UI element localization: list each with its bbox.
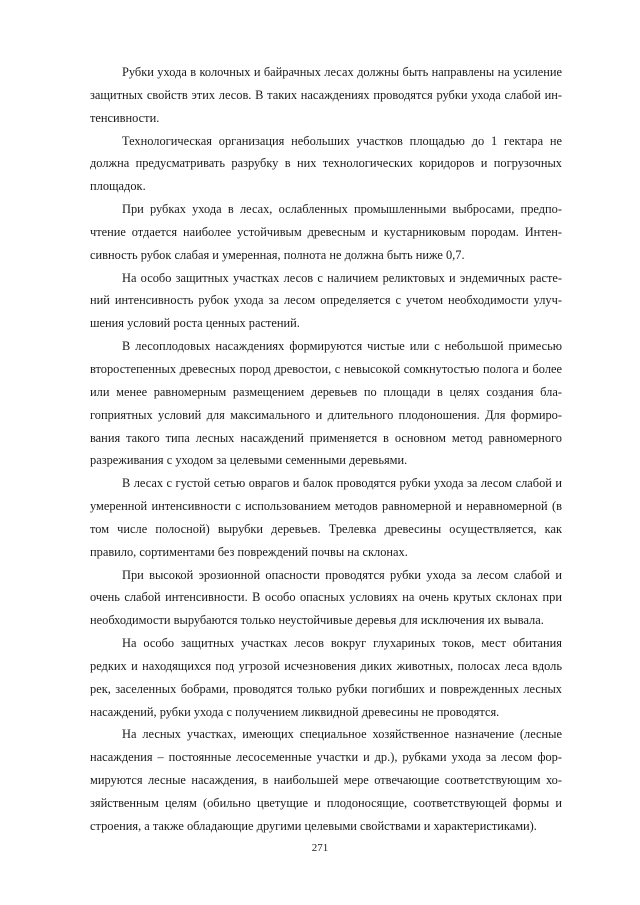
paragraph: В лесоплодовых насаждениях формируются чистые или с небольшой примесью второстепенных древесных пород древостои, с невысокой сомкнутостью полога и более или менее равномерным размещением деревьев по площади в целях создания благоприятных условий для максимального и длительного плодоношения. Для формирования такого типа лесных насаждений применяется в основном метод равномерного разреживания с уходом за целевыми семенными деревьями.	[90, 339, 562, 468]
paragraph: Рубки ухода в колочных и байрачных лесах должны быть направлены на усиление защитных свойств этих лесов. В таких насаждениях проводятся рубки ухода слабой интенсивности.	[90, 65, 562, 125]
paragraph: При высокой эрозионной опасности проводятся рубки ухода за лесом слабой и очень слабой интенсивности. В особо опасных условиях на очень крутых склонах при необходимости вырубаются только неустойчивые деревья для исключения их вывала.	[90, 567, 562, 628]
paragraph: На особо защитных участках лесов с наличием реликтовых и эндемичных растений интенсивность рубок ухода за лесом определяется с учетом необходимости улучшения условий роста ценных растений.	[90, 270, 562, 331]
paragraph: В лесах с густой сетью оврагов и балок проводятся рубки ухода за лесом слабой и умеренной интенсивности с использованием методов равномерной и неравномерной (в том числе полосной) вырубки деревьев. Трелевка древесины осуществляется, как правило, сортиментами без повреждений почвы на склонах.	[90, 476, 562, 559]
document-body	[90, 61, 562, 838]
paragraph: На особо защитных участках лесов вокруг глухариных токов, мест обитания редких и находящихся под угрозой исчезновения диких животных, полосах леса вдоль рек, заселенных бобрами, проводятся только рубки погибших и поврежденных лесных насаждений, рубки ухода с получением ликвидной древесины не проводятся.	[90, 636, 562, 719]
paragraph: Технологическая организация небольших участков площадью до 1 гектара не должна предусматривать разрубку в них технологических коридоров и погрузочных площадок.	[90, 133, 562, 194]
paragraph: На лесных участках, имеющих специальное хозяйственное назначение (лесные насаждения – постоянные лесосеменные участки и др.), рубками ухода за лесом формируются лесные насаждения, в наибольшей мере отвечающие соответствующим хозяйственным целям (обильно цветущие и плодоносящие, соответствующей формы и строения, а также обладающие другими целевыми свойствами и характеристиками).	[90, 727, 562, 833]
page-number: 271	[311, 842, 329, 854]
paragraph: При рубках ухода в лесах, ослабленных промышленными выбросами, предпочтение отдается наиболее устойчивым древесным и кустарниковым породам. Интенсивность рубок слабая и умеренная, полнота не должна быть ниже 0,7.	[90, 202, 562, 262]
